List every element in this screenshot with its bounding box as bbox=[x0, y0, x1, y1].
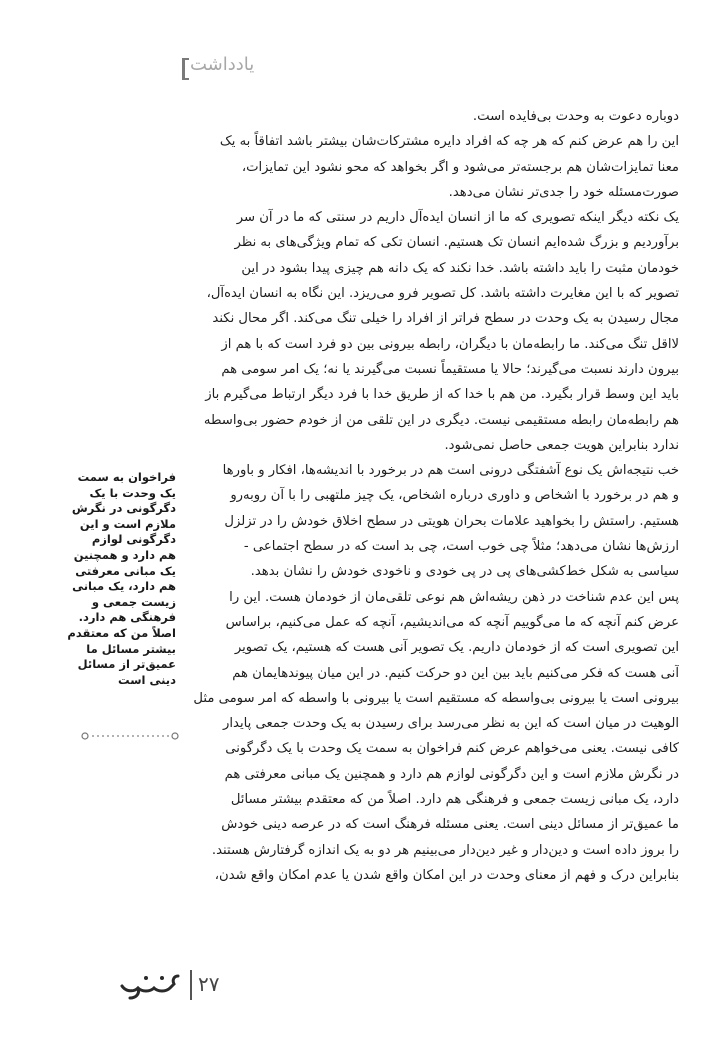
body-line: معنا تمایزات‌شان هم برجسته‌تر می‌شود و اگر بخواهد که محو نشود این تمایزات، bbox=[241, 159, 679, 175]
body-line: خودمان مثبت را باید داشته باشد. خدا نکند که یک دانه هم چیزی پیدا بشود در این bbox=[241, 260, 679, 276]
pull-quote-line: دگرگونی در نگرش bbox=[71, 501, 176, 516]
pull-quote-line: هم دارد، یک مبانی bbox=[72, 579, 176, 594]
section-label bbox=[190, 54, 254, 75]
pull-quote-line: عمیق‌تر از مسائل bbox=[77, 657, 176, 672]
pull-quote-line: بیشتر مسائل ما bbox=[86, 641, 176, 656]
body-line: آنی هست که فکر می‌کنیم باید بین این دو حرکت کنیم. در این میان پیوندهایمان هم bbox=[232, 665, 679, 681]
body-line: هستیم. راستش را بخواهید علامات بحران هویتی در سطح اخلاق خودش را در تزلزل bbox=[224, 513, 679, 529]
body-line: در نگرش ملازم است و این دگرگونی لوازم هم دارد و همچنین یک مبانی معرفتی هم bbox=[224, 766, 679, 782]
body-line: این را هم عرض کنم که هر چه که افراد دایره مشترکات‌شان بیشتر باشد اتفاقاً به یک bbox=[219, 134, 679, 150]
body-line: دارد، یک مبانی زیست جمعی و فرهنگی هم دارد. اصلاً من که معتقدم بیشتر مسائل bbox=[230, 792, 679, 808]
body-line: مجال رسیدن به یک وحدت در سطح فراتر از افراد را خیلی تنگ می‌کند. اگر محال نکند bbox=[212, 311, 679, 327]
body-line: باید این وسط قرار بگیرد. من هم با خدا که از طریق خدا با فرد دیگر ارتباط می‌گیرم باز bbox=[205, 387, 679, 403]
body-line: بنابراین درک و فهم از معنای وحدت در این امکان واقع شدن یا عدم امکان واقع شدن، bbox=[214, 867, 679, 883]
pull-quote-line: فرهنگی هم دارد. bbox=[78, 610, 176, 625]
body-line: پس این عدم شناخت در ذهن ریشه‌اش هم نوعی تلقی‌مان از خودمان هست. این را bbox=[229, 589, 679, 605]
section-bracket bbox=[182, 58, 185, 80]
body-line: لااقل تنگ می‌کند. ما رابطه‌مان با دیگران، رابطه بیرونی بین دو فرد است که با هم از bbox=[221, 336, 679, 352]
pull-quote-line: هم دارد و همچنین bbox=[73, 547, 176, 562]
pull-quote-line: دگرگونی لوازم bbox=[91, 532, 176, 547]
body-line: کافی نیست. یعنی می‌خواهم عرض کنم فراخوان به سمت یک وحدت با یک دگرگونی bbox=[225, 741, 679, 757]
footer-divider bbox=[190, 970, 192, 1000]
section-label-text: یادداشت bbox=[190, 54, 255, 75]
dotted-divider bbox=[81, 731, 179, 741]
body-line: ندارد بنابراین هویت جمعی حاصل نمی‌شود. bbox=[444, 437, 679, 453]
pull-quote-line: اصلاً من که معتقدم bbox=[67, 625, 176, 640]
pull-quote bbox=[67, 470, 176, 688]
bracket-bottom bbox=[182, 78, 189, 80]
pull-quote-line: ملازم است و این bbox=[79, 516, 176, 531]
body-line: هم رابطه‌مان رابطه مستقیمی نیست. دیگری در این تلقی من از خودم حضور بی‌واسطه bbox=[203, 412, 679, 428]
body-line: بیرون دارند نسبت می‌گیرند؛ حالا یا مستقیماً نسبت می‌گیرند یا نه؛ یک امر سومی هم bbox=[221, 361, 679, 377]
page-number: ۲۷ bbox=[198, 972, 220, 996]
body-line: برآوردیم و بزرگ شده‌ایم انسان تک هستیم. انسان تکی که تمام ویژگی‌های به نظر bbox=[234, 235, 679, 251]
pull-quote-line: یک وحدت با یک bbox=[89, 485, 176, 500]
body-line: تصویر که با این مغایرت داشته باشد. کل تصویر فرو می‌ریزد. این نگاه به انسان ایده‌آل، bbox=[206, 286, 679, 302]
bracket-top bbox=[182, 58, 189, 60]
pull-quote-line: فراخوان به سمت bbox=[77, 470, 176, 484]
body-line: صورت‌مسئله خود را جدی‌تر نشان می‌دهد. bbox=[448, 184, 679, 200]
body-line: سیاسی به شکل خط‌کشی‌های پی در پی خودی و ناخودی خودش را نشان بدهد. bbox=[250, 564, 679, 580]
article-body bbox=[186, 104, 679, 888]
body-line: ما عمیق‌تر از مسائل دینی است. یعنی مسئله فرهنگ است که در عرصه دینی خودش bbox=[221, 817, 679, 833]
body-line: و هم در برخورد با اشخاص و داوری درباره اشخاص، یک چیز ملتهبی را با آن روبه‌رو bbox=[230, 488, 679, 504]
pull-quote-line: دینی است bbox=[118, 672, 176, 687]
body-line: ارزش‌ها نشان می‌دهد؛ مثلاً چی خوب است، چی بد است که در سطح اجتماعی - bbox=[243, 539, 679, 555]
body-line: الوهیت در میان است که این به نظر می‌رسد برای رسیدن به یک وحدت جمعی پایدار bbox=[223, 716, 679, 732]
body-line: خب نتیجه‌اش یک نوع آشفتگی درونی است هم در برخورد با اندیشه‌ها، افکار و باورها bbox=[222, 463, 679, 479]
body-line: این تصویری است که از خودمان داریم. یک تصویر آنی هست که هستیم، یک تصویر bbox=[234, 640, 679, 656]
body-line: یک نکته دیگر اینکه تصویری که ما از انسان ایده‌آل داریم در سنتی که ما در آن سر bbox=[236, 210, 679, 226]
pull-quote-line: زیست جمعی و bbox=[91, 594, 176, 609]
body-line: دوباره دعوت به وحدت بی‌فایده است. bbox=[472, 109, 679, 124]
body-line: عرض کنم آنچه که ما می‌گوییم آنچه که می‌اندیشیم، آنچه که عمل می‌کنیم، براساس bbox=[225, 614, 679, 630]
body-line: بیرونی است یا بیرونی بی‌واسطه که مستقیم است یا بیرونی با واسطه که امر سومی مثل bbox=[193, 690, 679, 706]
pull-quote-line: یک مبانی معرفتی bbox=[75, 563, 176, 578]
magazine-logo bbox=[118, 968, 184, 1002]
body-line: را بروز داده است و دین‌دار و غیر دین‌دار می‌بینیم هر دو به یک اندازه گرفتارش هستند. bbox=[211, 842, 679, 858]
